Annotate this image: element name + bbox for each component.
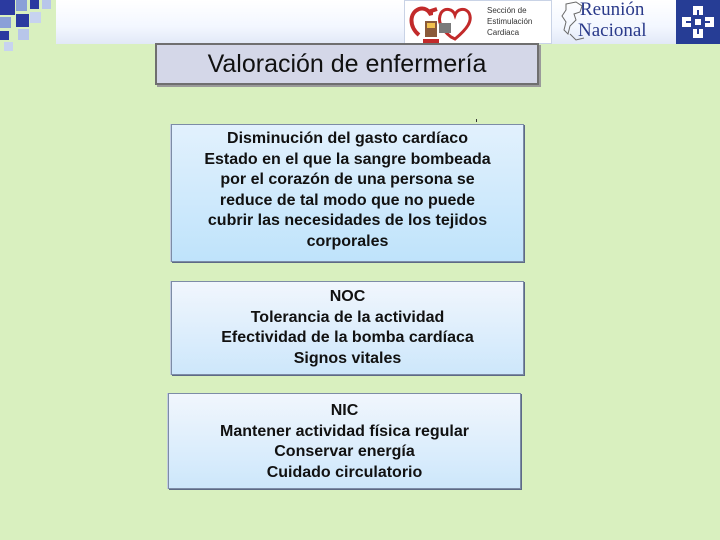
corner-square	[0, 17, 11, 28]
noc-card	[171, 281, 524, 375]
corner-square	[42, 0, 51, 9]
card-line: Signos vitales	[293, 349, 402, 367]
section-logo-line: Sección de	[487, 6, 527, 15]
card-line: por el corazón de una persona se	[220, 171, 475, 188]
corner-square	[16, 0, 27, 11]
section-logo-text	[487, 5, 551, 38]
card-line: NIC	[330, 402, 359, 419]
corner-square	[4, 42, 13, 51]
nic-card	[168, 393, 521, 489]
card-line: Mantener actividad física regular	[220, 422, 469, 440]
card-line: Disminución del gasto cardíaco	[227, 130, 468, 147]
card-line: Tolerancia de la actividad	[250, 308, 445, 326]
section-logo	[404, 0, 552, 44]
event-logo-line: Reunión	[580, 0, 645, 20]
corner-square	[0, 31, 9, 40]
section-logo-line: Cardiaca	[487, 28, 520, 37]
card-line: Cuidado circulatorio	[266, 463, 423, 481]
card-line: cubrir las necesidades de los tejidos	[207, 212, 488, 229]
corner-square	[16, 14, 29, 27]
card-line: Efectividad de la bomba cardíaca	[221, 329, 474, 346]
diagnosis-card	[171, 124, 524, 262]
heart-logo-icon	[405, 1, 485, 45]
card-line: Estado en el que la sangre bombeada	[204, 150, 491, 168]
corner-square	[0, 0, 15, 15]
event-logo	[560, 0, 670, 44]
cross-emblem-icon	[676, 0, 720, 44]
corner-square	[18, 29, 29, 40]
cross-logo	[676, 0, 720, 44]
event-logo-line: Nacional	[578, 20, 647, 41]
page-title: Valoración de enfermería	[155, 43, 539, 85]
corner-square	[30, 12, 41, 23]
stray-mark	[476, 119, 477, 122]
card-line: Conservar energía	[274, 443, 415, 460]
section-logo-line: Estimulación	[487, 17, 533, 26]
card-line: corporales	[306, 232, 389, 250]
card-line: reduce de tal modo que no puede	[219, 191, 476, 209]
corner-square	[30, 0, 39, 9]
card-line: NOC	[329, 288, 366, 305]
